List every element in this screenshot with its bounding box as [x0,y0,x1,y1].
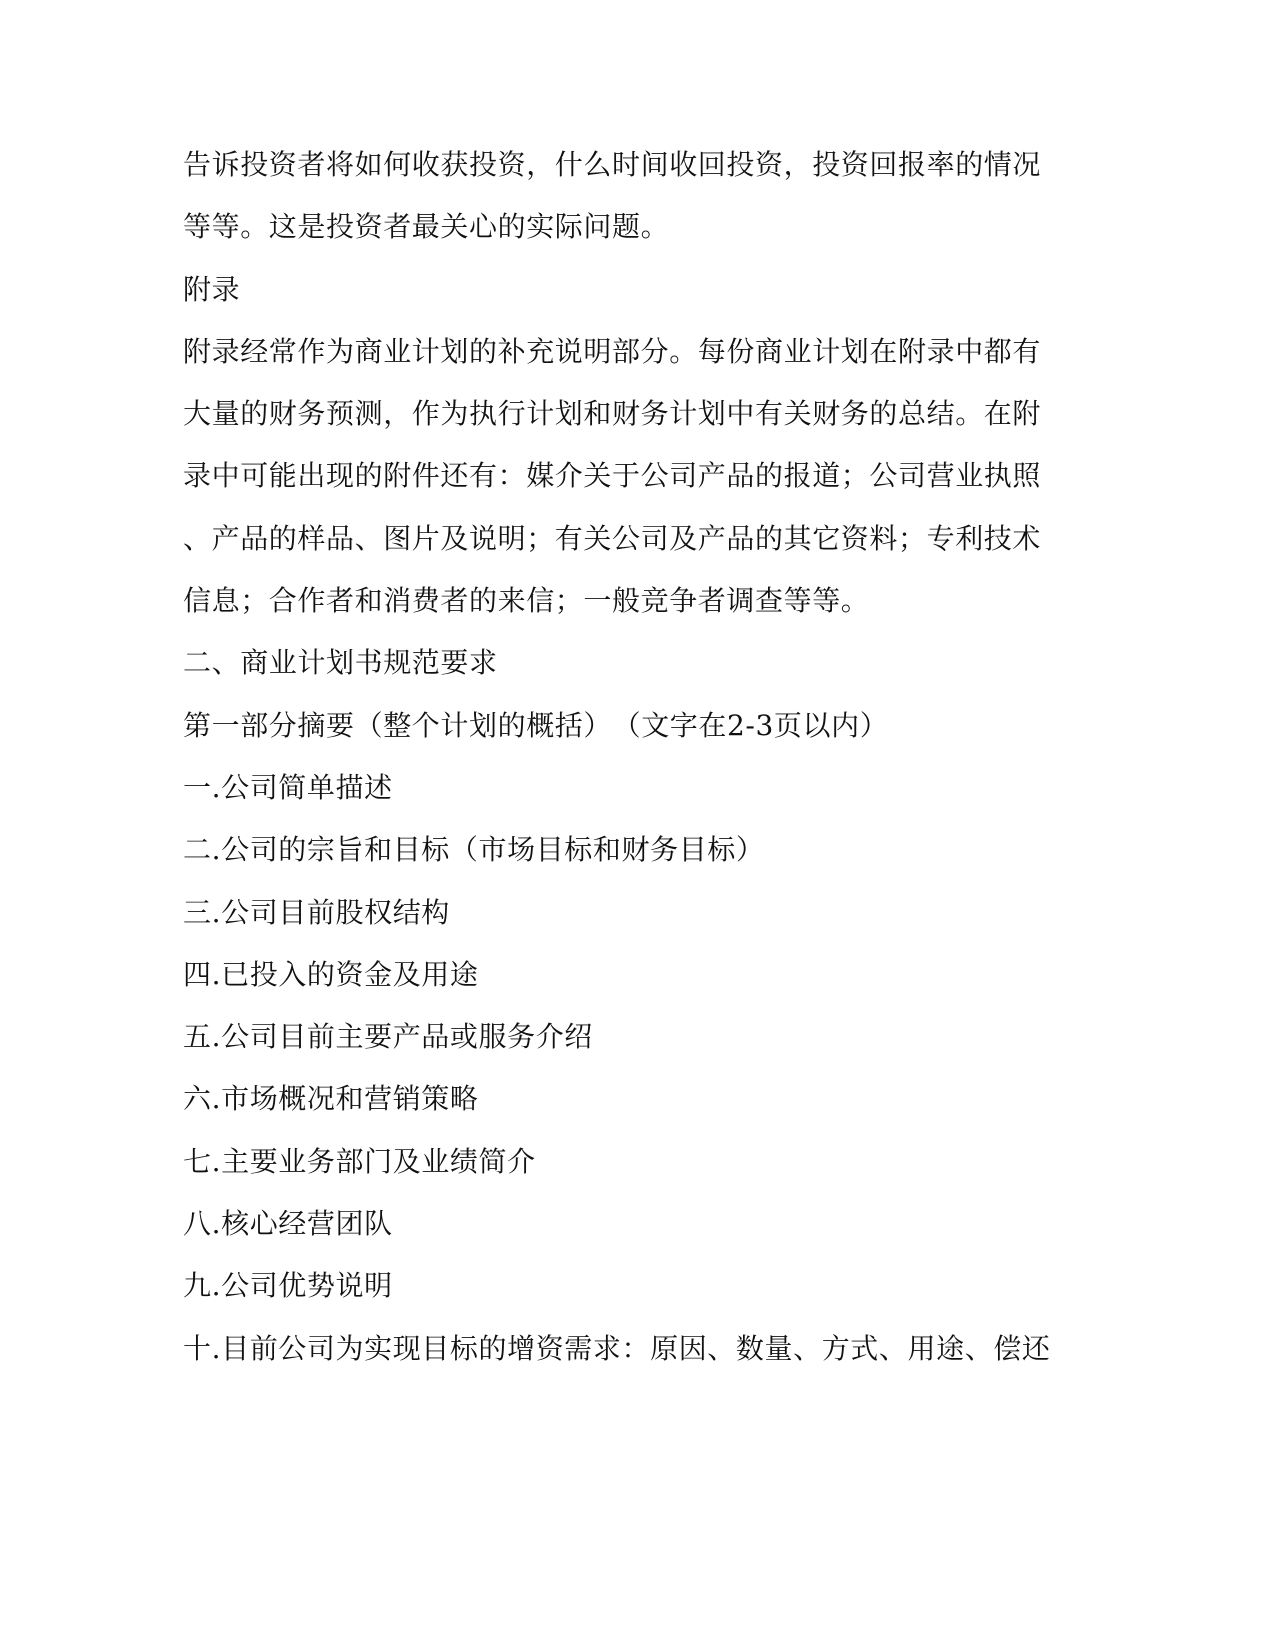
list-item-4: 四.已投入的资金及用途 [183,957,479,991]
paragraph-appendix-2: 大量的财务预测，作为执行计划和财务计划中有关财务的总结。在附 [183,397,1042,431]
document-page [183,150,1063,1396]
paragraph-appendix-3: 录中可能出现的附件还有：媒介关于公司产品的报道；公司营业执照 [183,459,1042,493]
list-item-5: 五.公司目前主要产品或服务介绍 [183,1020,593,1054]
list-item-10: 十.目前公司为实现目标的增资需求：原因、数量、方式、用途、偿还 [183,1331,1051,1365]
paragraph-appendix-1: 附录经常作为商业计划的补充说明部分。每份商业计划在附录中都有 [183,334,1042,368]
heading-part-one-summary: 第一部分摘要（整个计划的概括） （文字在2-3页以内） [183,708,889,742]
paragraph-investment-return-cont: 等等。这是投资者最关心的实际问题。 [183,210,670,244]
heading-appendix: 附录 [183,272,241,306]
list-item-9: 九.公司优势说明 [183,1269,393,1303]
paragraph-appendix-5: 信息；合作者和消费者的来信；一般竞争者调查等等。 [183,584,870,618]
list-item-6: 六.市场概况和营销策略 [183,1082,479,1116]
list-item-1: 一.公司简单描述 [183,770,393,804]
list-item-8: 八.核心经营团队 [183,1207,393,1241]
list-item-2: 二.公司的宗旨和目标（市场目标和财务目标） [183,833,765,867]
heading-section-two: 二、商业计划书规范要求 [183,646,498,680]
paragraph-investment-return: 告诉投资者将如何收获投资，什么时间收回投资，投资回报率的情况 [183,148,1042,181]
list-item-7: 七.主要业务部门及业绩简介 [183,1144,536,1178]
list-item-3: 三.公司目前股权结构 [183,895,450,929]
paragraph-appendix-4: 、产品的样品、图片及说明；有关公司及产品的其它资料；专利技术 [183,521,1042,555]
